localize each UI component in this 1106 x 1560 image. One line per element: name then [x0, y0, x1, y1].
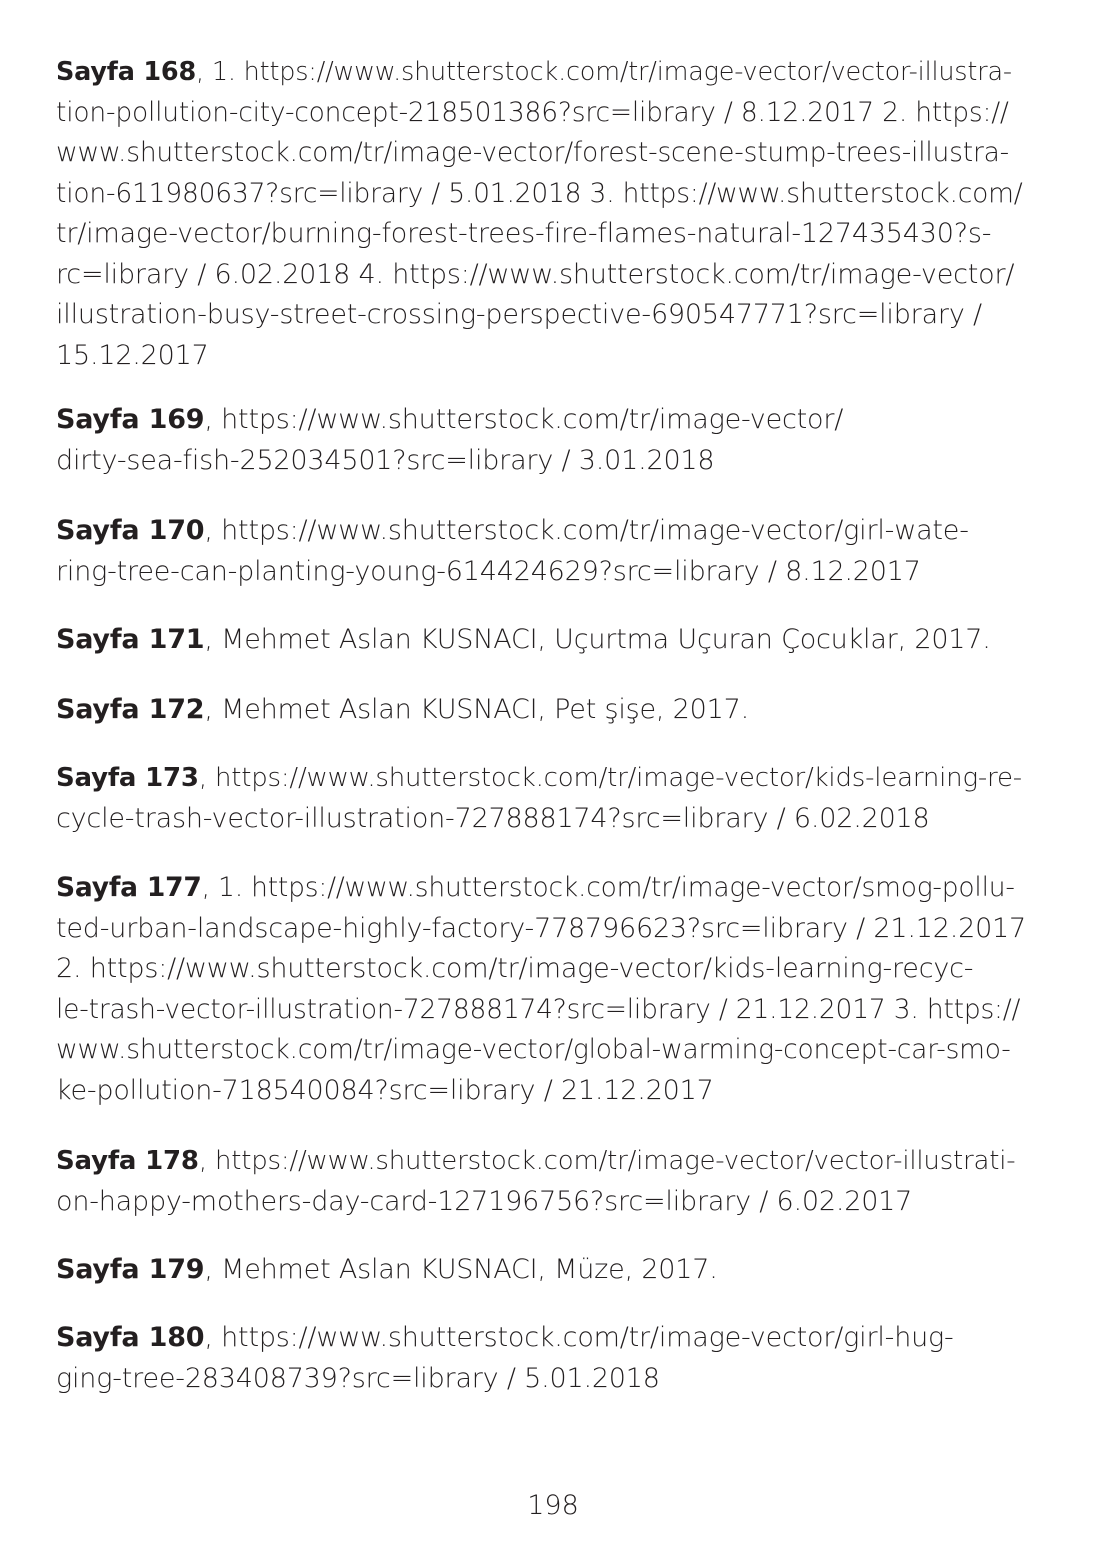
reference-entry-172 [56, 690, 1026, 731]
reference-line [56, 1250, 1026, 1291]
reference-text: , 1. https://www.shutterstock.com/tr/image-vector/vector-illustra- [196, 57, 1012, 87]
reference-line [56, 758, 1026, 799]
page-label: Sayfa 180 [56, 1322, 205, 1353]
reference-text: , Mehmet Aslan KUSNACI, Müze, 2017. [204, 1254, 718, 1285]
page-label: Sayfa 171 [56, 624, 205, 655]
reference-entry-180 [56, 1318, 1026, 1399]
reference-line: tr/image-vector/burning-forest-trees-fire-flames-natural-127435430?s- [56, 218, 992, 249]
page-label: Sayfa 172 [56, 694, 205, 725]
reference-line [56, 511, 1026, 552]
reference-text: , Mehmet Aslan KUSNACI, Uçurtma Uçuran Çocuklar, 2017. [204, 624, 991, 655]
reference-line: tion-pollution-city-concept-218501386?src=library / 8.12.2017 2. https:// [56, 96, 1009, 128]
reference-line: ke-pollution-718540084?src=library / 21.12.2017 [56, 1074, 714, 1106]
page-label: Sayfa 178 [56, 1146, 199, 1176]
reference-line [56, 620, 1026, 661]
reference-entry-177 [56, 868, 1026, 1111]
reference-text: , https://www.shutterstock.com/tr/image-vector/girl-wate- [204, 515, 969, 546]
reference-entry-169 [56, 400, 1026, 481]
page-label: Sayfa 169 [56, 404, 205, 435]
reference-entry-170 [56, 511, 1026, 592]
page-label: Sayfa 177 [56, 872, 202, 903]
reference-text: , 1. https://www.shutterstock.com/tr/image-vector/smog-pollu- [201, 872, 1015, 903]
reference-entry-179 [56, 1250, 1026, 1291]
reference-text: , https://www.shutterstock.com/tr/image-vector/ [204, 404, 844, 435]
page-label: Sayfa 179 [56, 1254, 205, 1285]
page-number: 198 [527, 1490, 579, 1521]
reference-text: , https://www.shutterstock.com/tr/image-vector/girl-hug- [204, 1322, 954, 1353]
reference-entry-178 [56, 1141, 1026, 1222]
reference-line [56, 690, 1026, 731]
reference-line: ted-urban-landscape-highly-factory-778796623?src=library / 21.12.2017 [56, 912, 1026, 944]
reference-line: ging-tree-283408739?src=library / 5.01.2018 [56, 1362, 660, 1394]
reference-line: dirty-sea-fish-252034501?src=library / 3.01.2018 [56, 444, 715, 476]
reference-line [56, 400, 1026, 441]
reference-line: ring-tree-can-planting-young-614424629?src=library / 8.12.2017 [56, 555, 921, 587]
reference-line [56, 52, 1026, 93]
reference-line: 15.12.2017 [56, 339, 209, 371]
reference-line [56, 868, 1026, 909]
reference-text: , https://www.shutterstock.com/tr/image-vector/vector-illustrati- [198, 1146, 1016, 1176]
reference-text: , https://www.shutterstock.com/tr/image-vector/kids-learning-re- [198, 763, 1022, 793]
reference-line: www.shutterstock.com/tr/image-vector/forest-scene-stump-trees-illustra- [56, 137, 1010, 168]
reference-line: cycle-trash-vector-illustration-727888174?src=library / 6.02.2018 [56, 802, 930, 834]
reference-line: le-trash-vector-illustration-727888174?src=library / 21.12.2017 3. https:// [56, 993, 1021, 1025]
page-label: Sayfa 173 [56, 763, 199, 793]
reference-entry-173 [56, 758, 1026, 839]
page-label: Sayfa 168 [56, 57, 197, 87]
reference-entry-168 [56, 52, 1026, 376]
reference-entry-171 [56, 620, 1026, 661]
reference-text: , Mehmet Aslan KUSNACI, Pet şişe, 2017. [204, 694, 749, 725]
page-label: Sayfa 170 [56, 515, 205, 546]
reference-line: illustration-busy-street-crossing-perspective-690547771?src=library / [56, 299, 982, 330]
reference-line: on-happy-mothers-day-card-127196756?src=library / 6.02.2017 [56, 1185, 913, 1217]
reference-line: rc=library / 6.02.2018 4. https://www.shutterstock.com/tr/image-vector/ [56, 258, 1015, 290]
reference-line [56, 1318, 1026, 1359]
reference-line [56, 1141, 1026, 1182]
reference-line: 2. https://www.shutterstock.com/tr/image-vector/kids-learning-recyc- [56, 953, 974, 984]
reference-line: www.shutterstock.com/tr/image-vector/global-warming-concept-car-smo- [56, 1034, 1011, 1065]
reference-line: tion-611980637?src=library / 5.01.2018 3. https://www.shutterstock.com/ [56, 177, 1023, 209]
